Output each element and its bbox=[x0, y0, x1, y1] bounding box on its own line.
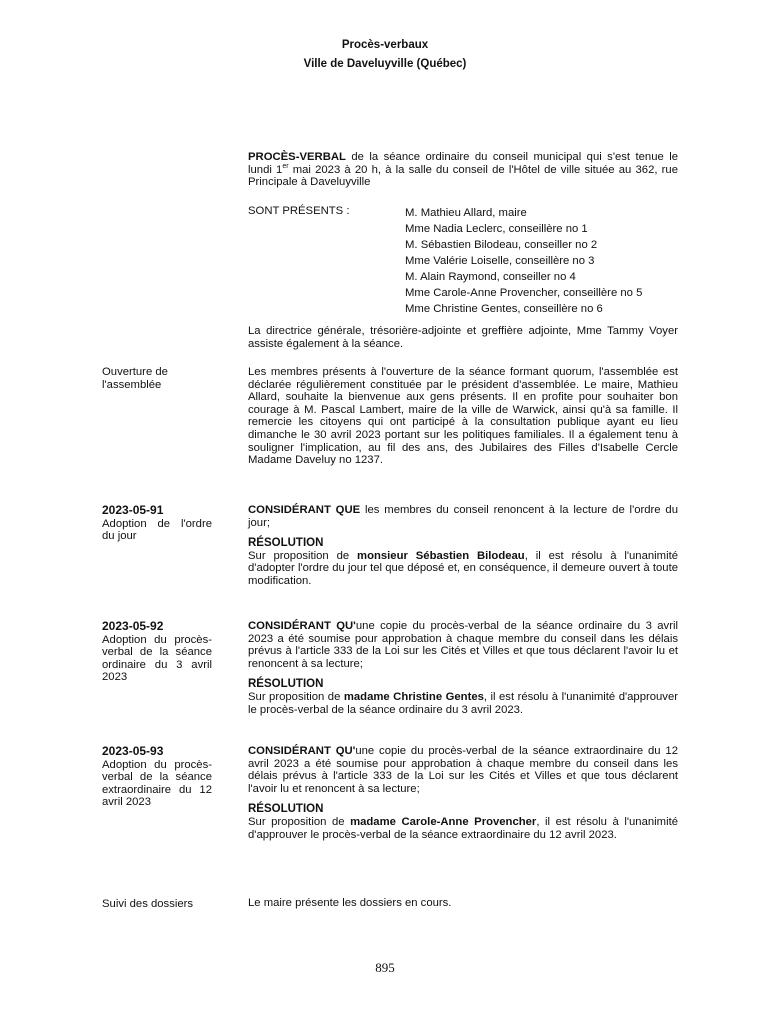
resolution-body bbox=[248, 620, 678, 716]
proposal-text: , il est résolu à l'unanimité d'approuver le procès-verbal de la séance ordinaire du 3 avril 2023. bbox=[248, 690, 679, 716]
header-title: Procès-verbaux bbox=[341, 39, 429, 51]
resolution-proposal bbox=[248, 816, 678, 841]
suivi-text: Le maire présente les dossiers en cours. bbox=[248, 897, 452, 909]
considerant-text: une copie du procès-verbal de la séance extraordinaire du 12 avril 2023 a été soumise pour approbation à chaque membre du conseil dans les délais prévus à l'article 333 de la Loi sur les Cités et Villes et que tous déclarent l'avoir lu et renoncent à sa lecture; bbox=[248, 745, 678, 795]
proposal-text: , il est résolu à l'unanimité d'approuver le procès-verbal de la séance extraordinaire du 12 avril 2023. bbox=[248, 815, 678, 841]
resolution-label bbox=[102, 745, 212, 809]
intro-paragraph bbox=[248, 151, 678, 189]
resolution-label bbox=[102, 620, 212, 684]
considerant-lead: CONSIDÉRANT QU' bbox=[248, 620, 356, 632]
document-header bbox=[0, 36, 770, 74]
considerant bbox=[248, 745, 678, 795]
member-item: M. Mathieu Allard, maire bbox=[405, 207, 527, 219]
considerant bbox=[248, 620, 678, 670]
proposal-text: , il est résolu à l'unanimité d'adopter l'ordre du jour tel que déposé et, en conséquence, il demeure ouvert à toute modification. bbox=[248, 549, 678, 587]
member-item: Mme Valérie Loiselle, conseillère no 3 bbox=[405, 255, 595, 267]
resolution-title: Adoption du procès-verbal de la séance extraordinaire du 12 avril 2023 bbox=[102, 758, 212, 809]
member-item: Mme Carole-Anne Provencher, conseillère no 5 bbox=[405, 287, 643, 299]
directrice-paragraph: La directrice générale, trésorière-adjointe et greffière adjointe, Mme Tammy Voyer assiste également à la séance. bbox=[248, 325, 678, 350]
resolution-proposal bbox=[248, 550, 678, 588]
member-item: Mme Nadia Leclerc, conseillère no 1 bbox=[405, 223, 588, 235]
proposer-name: monsieur Sébastien Bilodeau bbox=[357, 549, 525, 562]
resolution-label bbox=[102, 504, 212, 543]
proposal-prefix: Sur proposition de bbox=[248, 815, 351, 828]
considerant-lead: CONSIDÉRANT QUE bbox=[248, 504, 361, 516]
header-municipality: Ville de Daveluyville (Québec) bbox=[303, 58, 467, 70]
considerant-text: une copie du procès-verbal de la séance ordinaire du 3 avril 2023 a été soumise pour approbation à chaque membre du conseil dans les délais prévus à l'article 333 de la Loi sur les Cités et Villes et que tous déclarent l'avoir lu et renoncent à sa lecture; bbox=[248, 620, 678, 670]
member-item: M. Sébastien Bilodeau, conseiller no 2 bbox=[405, 239, 598, 251]
page-number: 895 bbox=[375, 960, 395, 975]
resolution-title: Adoption de l'ordre du jour bbox=[102, 517, 212, 543]
presents-list bbox=[405, 205, 642, 317]
intro-text-b: mai 2023 à 20 h, à la salle du conseil de l'Hôtel de ville située au 362, rue Principale à Daveluyville bbox=[248, 163, 678, 189]
ouverture-label: Ouverture de l'assemblée bbox=[102, 366, 168, 391]
suivi-label: Suivi des dossiers bbox=[102, 898, 194, 910]
resolution-title: Adoption du procès-verbal de la séance ordinaire du 3 avril 2023 bbox=[102, 633, 212, 684]
resolution-number: 2023-05-93 bbox=[102, 744, 164, 758]
resolution-body bbox=[248, 504, 678, 588]
ouverture-text: Les membres présents à l'ouverture de la séance formant quorum, l'assemblée est déclarée régulièrement constituée par le président d'assemblée. Le maire, Mathieu Allard, souhaite la bienvenue aux gens présents. Il en profite pour souhaiter bon courage à M. Pascal Lambert, maire de la ville de Warwick, ainsi qu'à sa famille. Il remercie les citoyens qui ont participé à la consultation publique ayant eu lieu dimanche le 30 avril 2023 portant sur les politiques familiales. Il a également tenu à souligner l'implication, au fil des ans, des Jubilaires des Filles d'Isabelle Cercle Madame Daveluy no 1237. bbox=[248, 366, 678, 467]
member-item: M. Alain Raymond, conseiller no 4 bbox=[405, 271, 576, 283]
member-item: Mme Christine Gentes, conseillère no 6 bbox=[405, 303, 603, 315]
resolution-heading: RÉSOLUTION bbox=[248, 678, 324, 691]
presents-label: SONT PRÉSENTS : bbox=[248, 205, 350, 217]
resolution-number: 2023-05-91 bbox=[102, 503, 164, 517]
proposer-name: madame Carole-Anne Provencher bbox=[350, 815, 537, 828]
resolution-number: 2023-05-92 bbox=[102, 619, 164, 633]
proposal-prefix: Sur proposition de bbox=[248, 549, 358, 562]
proposal-prefix: Sur proposition de bbox=[248, 690, 344, 703]
intro-sup: er bbox=[282, 162, 289, 170]
resolution-proposal bbox=[248, 691, 678, 716]
considerant bbox=[248, 504, 678, 529]
resolution-heading: RÉSOLUTION bbox=[248, 537, 324, 550]
proposer-name: madame Christine Gentes bbox=[343, 690, 484, 703]
resolution-heading: RÉSOLUTION bbox=[248, 803, 324, 816]
considerant-lead: CONSIDÉRANT QU' bbox=[248, 745, 356, 757]
resolution-body bbox=[248, 745, 678, 841]
considerant-text: les membres du conseil renoncent à la lecture de l'ordre du jour; bbox=[248, 504, 678, 529]
intro-text-a: de la séance ordinaire du conseil municipal qui s'est tenue le lundi 1 bbox=[248, 151, 678, 176]
intro-lead: PROCÈS-VERBAL bbox=[248, 151, 346, 163]
